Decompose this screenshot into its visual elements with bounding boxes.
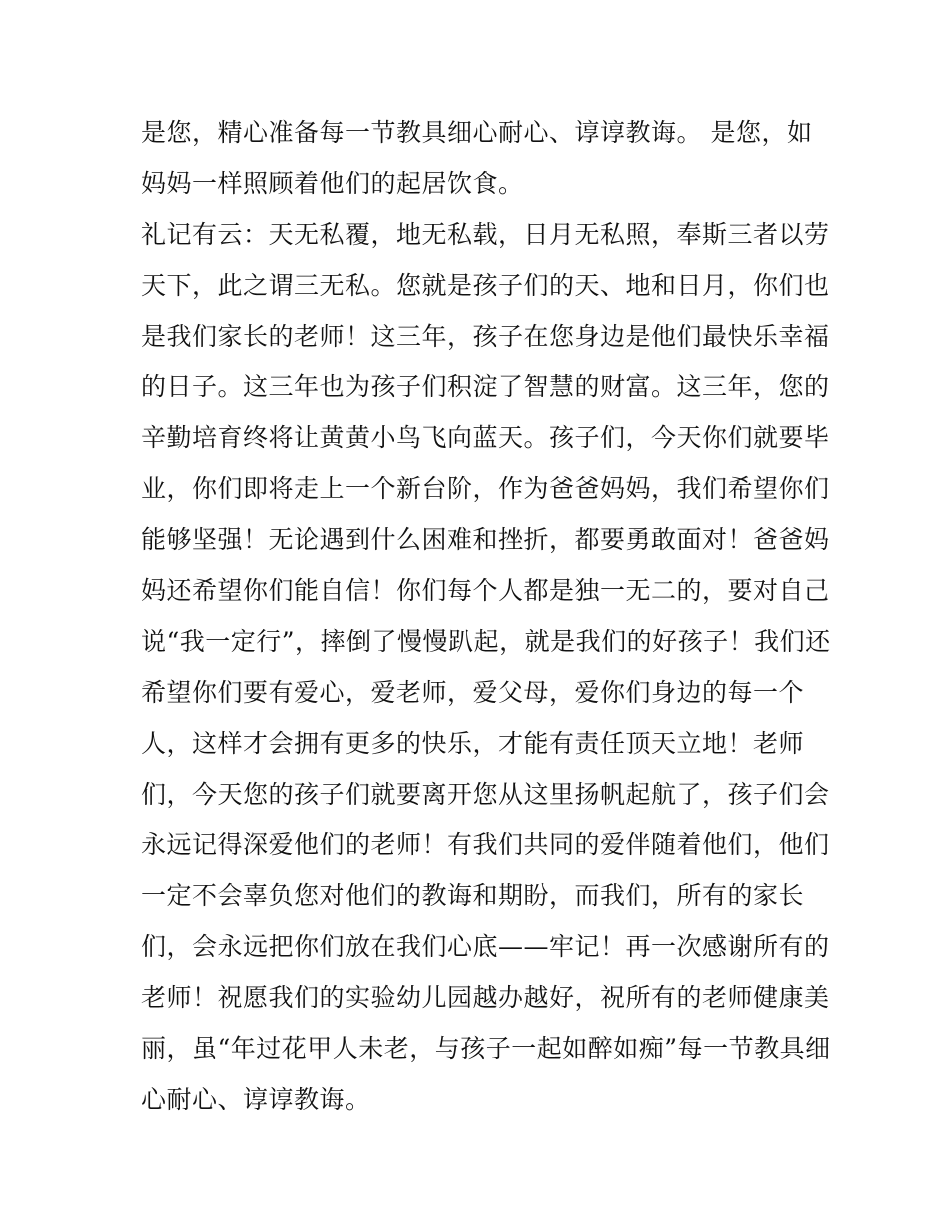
text-line-15: 永远记得深爱他们的老师！有我们共同的爱伴随着他们，他们 xyxy=(141,830,830,860)
text-line-1: 是您，精心准备每一节教具细心耐心、谆谆教诲。 是您，如 xyxy=(141,118,813,147)
text-line-17: 们，会永远把你们放在我们心底——牢记！再一次感谢所有的 xyxy=(141,932,830,962)
text-line-3: 礼记有云：天无私覆，地无私载，日月无私照，奉斯三者以劳 xyxy=(141,219,830,249)
text-line-4: 天下，此之谓三无私。您就是孩子们的天、地和日月，你们也 xyxy=(141,270,830,300)
text-line-2: 妈妈一样照顾着他们的起居饮食。 xyxy=(141,168,524,198)
text-line-13: 人，这样才会拥有更多的快乐，才能有责任顶天立地！老师 xyxy=(141,728,805,758)
text-line-9: 能够坚强！无论遇到什么困难和挫折，都要勇敢面对！爸爸妈 xyxy=(141,525,830,555)
text-line-16: 一定不会辜负您对他们的教诲和期盼，而我们，所有的家长 xyxy=(141,881,805,911)
text-line-19: 丽，虽“年过花甲人未老，与孩子一起如醉如痴”每一节教具细 xyxy=(141,1034,831,1064)
text-line-20: 心耐心、谆谆教诲。 xyxy=(141,1084,371,1114)
body-text xyxy=(141,108,841,1126)
text-line-5: 是我们家长的老师！这三年，孩子在您身边是他们最快乐幸福 xyxy=(141,321,830,351)
text-line-11: 说“我一定行”，摔倒了慢慢趴起，就是我们的好孩子！我们还 xyxy=(141,626,831,656)
text-line-18: 老师！祝愿我们的实验幼儿园越办越好，祝所有的老师健康美 xyxy=(141,983,830,1013)
text-line-7: 辛勤培育终将让黄黄小鸟飞向蓝天。孩子们，今天你们就要毕 xyxy=(141,423,830,453)
text-line-12: 希望你们要有爱心，爱老师，爱父母，爱你们身边的每一个 xyxy=(141,677,805,707)
text-line-14: 们，今天您的孩子们就要离开您从这里扬帆起航了，孩子们会 xyxy=(141,779,830,809)
text-line-6: 的日子。这三年也为孩子们积淀了智慧的财富。这三年，您的 xyxy=(141,372,830,402)
text-line-10: 妈还希望你们能自信！你们每个人都是独一无二的，要对自己 xyxy=(141,576,830,606)
text-line-8: 业，你们即将走上一个新台阶，作为爸爸妈妈，我们希望你们 xyxy=(141,474,830,504)
